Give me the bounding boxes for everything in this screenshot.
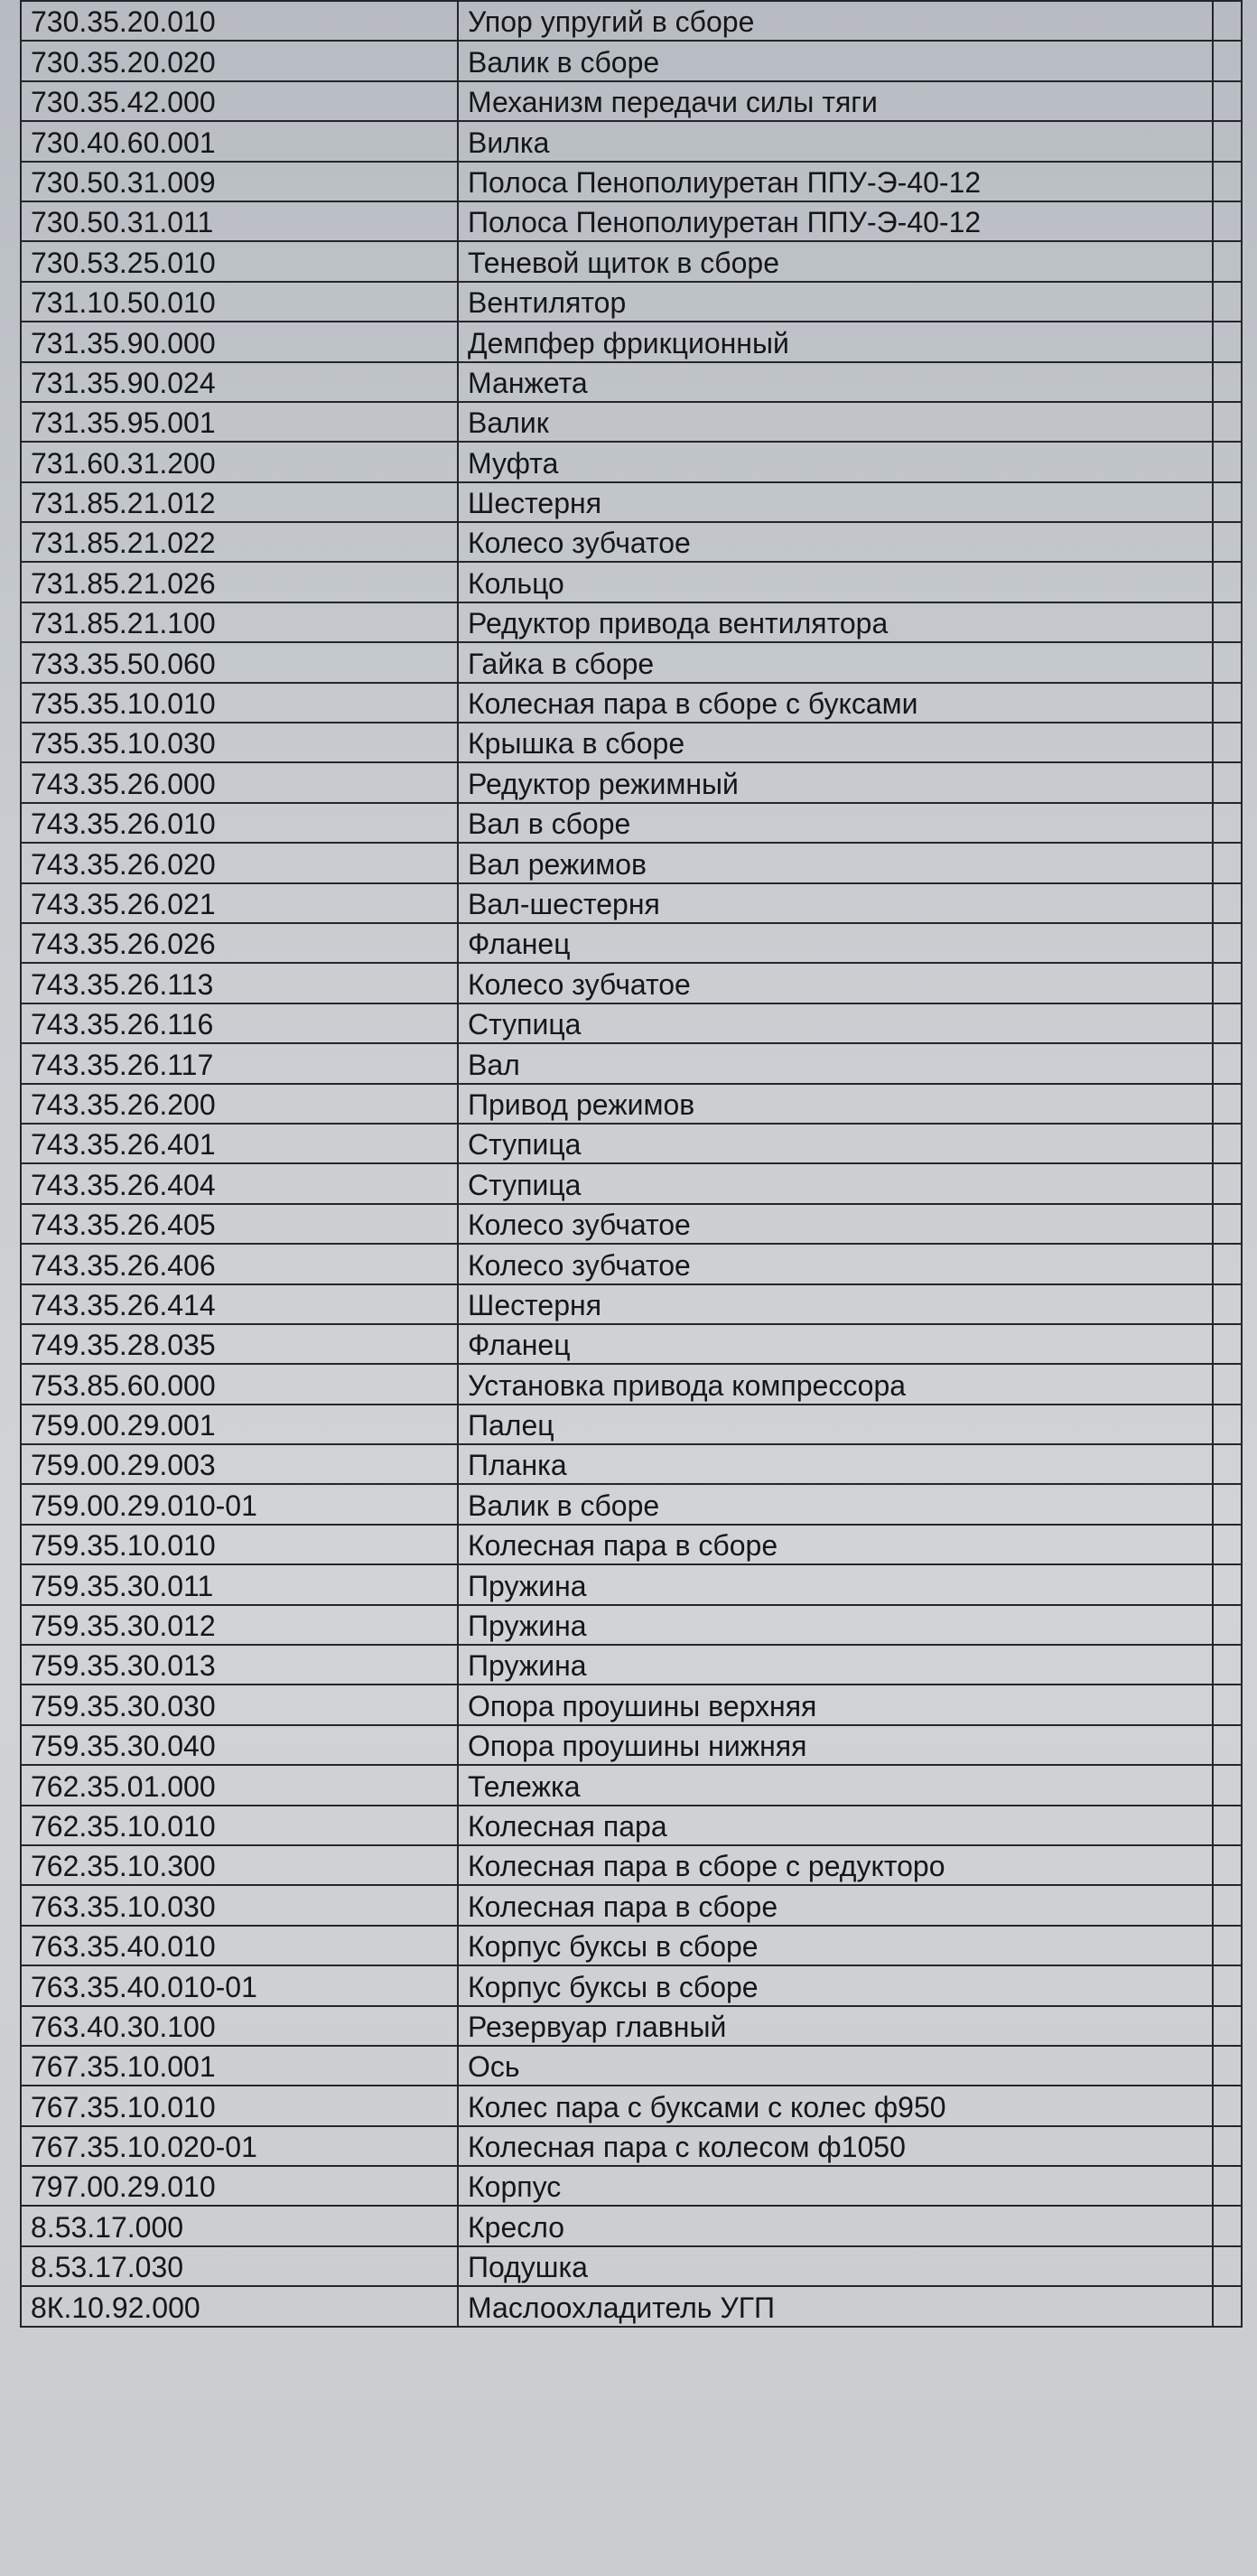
table-row [21,2166,1242,2206]
table-row [21,121,1242,161]
table-row [21,1605,1242,1645]
part-name-cell: Колесная пара в сборе с редукторо [458,1845,1213,1885]
part-code-cell: 762.35.10.300 [21,1845,458,1885]
part-name-cell: Полоса Пенополиуретан ППУ-Э-40-12 [458,201,1213,241]
table-row [21,843,1242,882]
part-code-cell: 759.00.29.001 [21,1405,458,1444]
part-name-cell: Опора проушины нижняя [458,1725,1213,1765]
table-row [21,2246,1242,2286]
part-name-cell: Колесная пара в сборе [458,1525,1213,1564]
table-row [21,2006,1242,2046]
table-row [21,1885,1242,1925]
parts-table [20,0,1243,2328]
table-row [21,1324,1242,1364]
table-row [21,1685,1242,1724]
empty-cell [1213,1444,1242,1484]
part-name-cell: Колесо зубчатое [458,522,1213,562]
part-name-cell: Колес пара с буксами с колес ф950 [458,2086,1213,2125]
empty-cell [1213,1765,1242,1805]
empty-cell [1213,1244,1242,1283]
part-name-cell: Редуктор режимный [458,762,1213,802]
part-code-cell: 743.35.26.404 [21,1163,458,1203]
part-name-cell: Полоса Пенополиуретан ППУ-Э-40-12 [458,162,1213,201]
part-name-cell: Механизм передачи силы тяги [458,81,1213,121]
part-code-cell: 743.35.26.026 [21,923,458,963]
part-name-cell: Фланец [458,923,1213,963]
table-row [21,1645,1242,1685]
table-row [21,2086,1242,2125]
empty-cell [1213,1806,1242,1845]
part-name-cell: Маслоохладитель УГП [458,2286,1213,2326]
table-row [21,1725,1242,1765]
empty-cell [1213,1525,1242,1564]
part-code-cell: 743.35.26.405 [21,1204,458,1244]
empty-cell [1213,1084,1242,1124]
part-code-cell: 731.35.90.024 [21,362,458,402]
table-row [21,1444,1242,1484]
part-name-cell: Корпус [458,2166,1213,2206]
part-name-cell: Пружина [458,1564,1213,1604]
empty-cell [1213,1725,1242,1765]
empty-cell [1213,362,1242,402]
empty-cell [1213,2046,1242,2086]
part-name-cell: Кресло [458,2206,1213,2245]
empty-cell [1213,1003,1242,1043]
empty-cell [1213,1124,1242,1163]
table-row [21,1003,1242,1043]
table-row [21,482,1242,522]
empty-cell [1213,2166,1242,2206]
empty-cell [1213,1204,1242,1244]
table-row [21,1845,1242,1885]
table-row [21,1163,1242,1203]
table-row [21,1244,1242,1283]
empty-cell [1213,1043,1242,1083]
part-name-cell: Колесо зубчатое [458,963,1213,1003]
part-name-cell: Вал [458,1043,1213,1083]
empty-cell [1213,883,1242,923]
table-row [21,1043,1242,1083]
table-row [21,963,1242,1003]
part-code-cell: 730.35.42.000 [21,81,458,121]
table-row [21,923,1242,963]
empty-cell [1213,1965,1242,2005]
empty-cell [1213,1645,1242,1685]
part-name-cell: Шестерня [458,1284,1213,1324]
empty-cell [1213,843,1242,882]
part-code-cell: 749.35.28.035 [21,1324,458,1364]
part-name-cell: Опора проушины верхняя [458,1685,1213,1724]
part-code-cell: 759.35.30.040 [21,1725,458,1765]
part-name-cell: Манжета [458,362,1213,402]
part-code-cell: 731.60.31.200 [21,442,458,481]
empty-cell [1213,402,1242,442]
part-name-cell: Резервуар главный [458,2006,1213,2046]
part-code-cell: 743.35.26.116 [21,1003,458,1043]
part-code-cell: 730.40.60.001 [21,121,458,161]
part-code-cell: 759.00.29.003 [21,1444,458,1484]
part-code-cell: 731.85.21.100 [21,602,458,642]
part-code-cell: 763.35.40.010-01 [21,1965,458,2005]
table-row [21,282,1242,322]
empty-cell [1213,2206,1242,2245]
part-code-cell: 743.35.26.117 [21,1043,458,1083]
part-code-cell: 735.35.10.030 [21,723,458,762]
part-code-cell: 759.35.30.011 [21,1564,458,1604]
table-row [21,362,1242,402]
part-code-cell: 763.40.30.100 [21,2006,458,2046]
part-name-cell: Палец [458,1405,1213,1444]
empty-cell [1213,923,1242,963]
table-row [21,2046,1242,2086]
part-code-cell: 767.35.10.001 [21,2046,458,2086]
part-name-cell: Ось [458,2046,1213,2086]
part-name-cell: Валик [458,402,1213,442]
empty-cell [1213,642,1242,682]
empty-cell [1213,1564,1242,1604]
part-name-cell: Колесная пара в сборе [458,1885,1213,1925]
part-name-cell: Шестерня [458,482,1213,522]
part-code-cell: 743.35.26.414 [21,1284,458,1324]
part-name-cell: Упор упругий в сборе [458,1,1213,41]
table-row [21,1965,1242,2005]
empty-cell [1213,1926,1242,1965]
part-code-cell: 743.35.26.020 [21,843,458,882]
part-code-cell: 759.00.29.010-01 [21,1484,458,1524]
table-row [21,1484,1242,1524]
part-name-cell: Гайка в сборе [458,642,1213,682]
table-row [21,442,1242,481]
empty-cell [1213,2086,1242,2125]
part-code-cell: 730.50.31.011 [21,201,458,241]
part-name-cell: Колесо зубчатое [458,1204,1213,1244]
part-code-cell: 730.35.20.020 [21,41,458,80]
table-row [21,1284,1242,1324]
empty-cell [1213,1845,1242,1885]
part-name-cell: Фланец [458,1324,1213,1364]
table-row [21,1405,1242,1444]
table-row [21,201,1242,241]
empty-cell [1213,162,1242,201]
part-code-cell: 743.35.26.113 [21,963,458,1003]
table-row [21,402,1242,442]
part-name-cell: Корпус буксы в сборе [458,1965,1213,2005]
part-name-cell: Планка [458,1444,1213,1484]
part-name-cell: Корпус буксы в сборе [458,1926,1213,1965]
table-row [21,1,1242,41]
part-name-cell: Привод режимов [458,1084,1213,1124]
part-name-cell: Вал-шестерня [458,883,1213,923]
table-row [21,41,1242,80]
table-row [21,683,1242,723]
part-name-cell: Вилка [458,121,1213,161]
empty-cell [1213,41,1242,80]
part-name-cell: Подушка [458,2246,1213,2286]
table-row [21,642,1242,682]
part-code-cell: 767.35.10.020-01 [21,2126,458,2166]
empty-cell [1213,1605,1242,1645]
part-name-cell: Демпфер фрикционный [458,322,1213,361]
part-code-cell: 731.35.95.001 [21,402,458,442]
part-name-cell: Ступица [458,1124,1213,1163]
table-row [21,2286,1242,2326]
part-code-cell: 763.35.10.030 [21,1885,458,1925]
part-code-cell: 759.35.30.030 [21,1685,458,1724]
part-name-cell: Муфта [458,442,1213,481]
part-name-cell: Колесная пара в сборе с буксами [458,683,1213,723]
part-code-cell: 763.35.40.010 [21,1926,458,1965]
part-name-cell: Колесная пара с колесом ф1050 [458,2126,1213,2166]
part-name-cell: Кольцо [458,562,1213,602]
empty-cell [1213,762,1242,802]
empty-cell [1213,1484,1242,1524]
part-code-cell: 743.35.26.401 [21,1124,458,1163]
part-code-cell: 731.85.21.022 [21,522,458,562]
empty-cell [1213,282,1242,322]
table-row [21,723,1242,762]
empty-cell [1213,1364,1242,1404]
table-row [21,81,1242,121]
table-row [21,562,1242,602]
part-name-cell: Ступица [458,1163,1213,1203]
part-code-cell: 759.35.30.012 [21,1605,458,1645]
table-row [21,2206,1242,2245]
part-code-cell: 743.35.26.010 [21,803,458,843]
empty-cell [1213,803,1242,843]
part-code-cell: 730.50.31.009 [21,162,458,201]
part-name-cell: Установка привода компрессора [458,1364,1213,1404]
empty-cell [1213,1405,1242,1444]
part-code-cell: 8К.10.92.000 [21,2286,458,2326]
part-name-cell: Вал режимов [458,843,1213,882]
part-code-cell: 733.35.50.060 [21,642,458,682]
part-code-cell: 743.35.26.000 [21,762,458,802]
part-name-cell: Вентилятор [458,282,1213,322]
table-row [21,803,1242,843]
table-row [21,1204,1242,1244]
empty-cell [1213,1,1242,41]
table-row [21,1926,1242,1965]
empty-cell [1213,562,1242,602]
part-code-cell: 797.00.29.010 [21,2166,458,2206]
part-code-cell: 730.35.20.010 [21,1,458,41]
part-code-cell: 8.53.17.000 [21,2206,458,2245]
empty-cell [1213,241,1242,281]
part-code-cell: 735.35.10.010 [21,683,458,723]
part-name-cell: Тележка [458,1765,1213,1805]
table-row [21,1806,1242,1845]
part-code-cell: 767.35.10.010 [21,2086,458,2125]
table-row [21,1765,1242,1805]
part-code-cell: 759.35.10.010 [21,1525,458,1564]
part-name-cell: Валик в сборе [458,41,1213,80]
part-code-cell: 743.35.26.200 [21,1084,458,1124]
part-name-cell: Теневой щиток в сборе [458,241,1213,281]
table-row [21,241,1242,281]
part-code-cell: 762.35.01.000 [21,1765,458,1805]
part-code-cell: 759.35.30.013 [21,1645,458,1685]
empty-cell [1213,963,1242,1003]
parts-table-body [21,1,1242,2327]
part-name-cell: Редуктор привода вентилятора [458,602,1213,642]
table-row [21,1364,1242,1404]
empty-cell [1213,442,1242,481]
table-row [21,522,1242,562]
part-code-cell: 731.85.21.012 [21,482,458,522]
empty-cell [1213,1284,1242,1324]
table-row [21,1084,1242,1124]
empty-cell [1213,1324,1242,1364]
table-row [21,322,1242,361]
table-row [21,602,1242,642]
empty-cell [1213,1885,1242,1925]
part-code-cell: 743.35.26.021 [21,883,458,923]
part-name-cell: Колесная пара [458,1806,1213,1845]
table-row [21,2126,1242,2166]
empty-cell [1213,1163,1242,1203]
part-name-cell: Колесо зубчатое [458,1244,1213,1283]
empty-cell [1213,2246,1242,2286]
part-name-cell: Ступица [458,1003,1213,1043]
empty-cell [1213,482,1242,522]
empty-cell [1213,2286,1242,2326]
empty-cell [1213,201,1242,241]
table-row [21,1564,1242,1604]
part-name-cell: Крышка в сборе [458,723,1213,762]
empty-cell [1213,723,1242,762]
part-code-cell: 731.10.50.010 [21,282,458,322]
table-row [21,1124,1242,1163]
empty-cell [1213,602,1242,642]
part-name-cell: Пружина [458,1645,1213,1685]
table-row [21,162,1242,201]
part-code-cell: 731.35.90.000 [21,322,458,361]
empty-cell [1213,683,1242,723]
empty-cell [1213,81,1242,121]
table-row [21,883,1242,923]
part-name-cell: Пружина [458,1605,1213,1645]
part-code-cell: 8.53.17.030 [21,2246,458,2286]
part-code-cell: 730.53.25.010 [21,241,458,281]
empty-cell [1213,522,1242,562]
table-row [21,762,1242,802]
part-code-cell: 762.35.10.010 [21,1806,458,1845]
part-code-cell: 753.85.60.000 [21,1364,458,1404]
empty-cell [1213,2126,1242,2166]
part-name-cell: Валик в сборе [458,1484,1213,1524]
empty-cell [1213,121,1242,161]
empty-cell [1213,2006,1242,2046]
table-row [21,1525,1242,1564]
empty-cell [1213,322,1242,361]
part-name-cell: Вал в сборе [458,803,1213,843]
part-code-cell: 731.85.21.026 [21,562,458,602]
part-code-cell: 743.35.26.406 [21,1244,458,1283]
empty-cell [1213,1685,1242,1724]
